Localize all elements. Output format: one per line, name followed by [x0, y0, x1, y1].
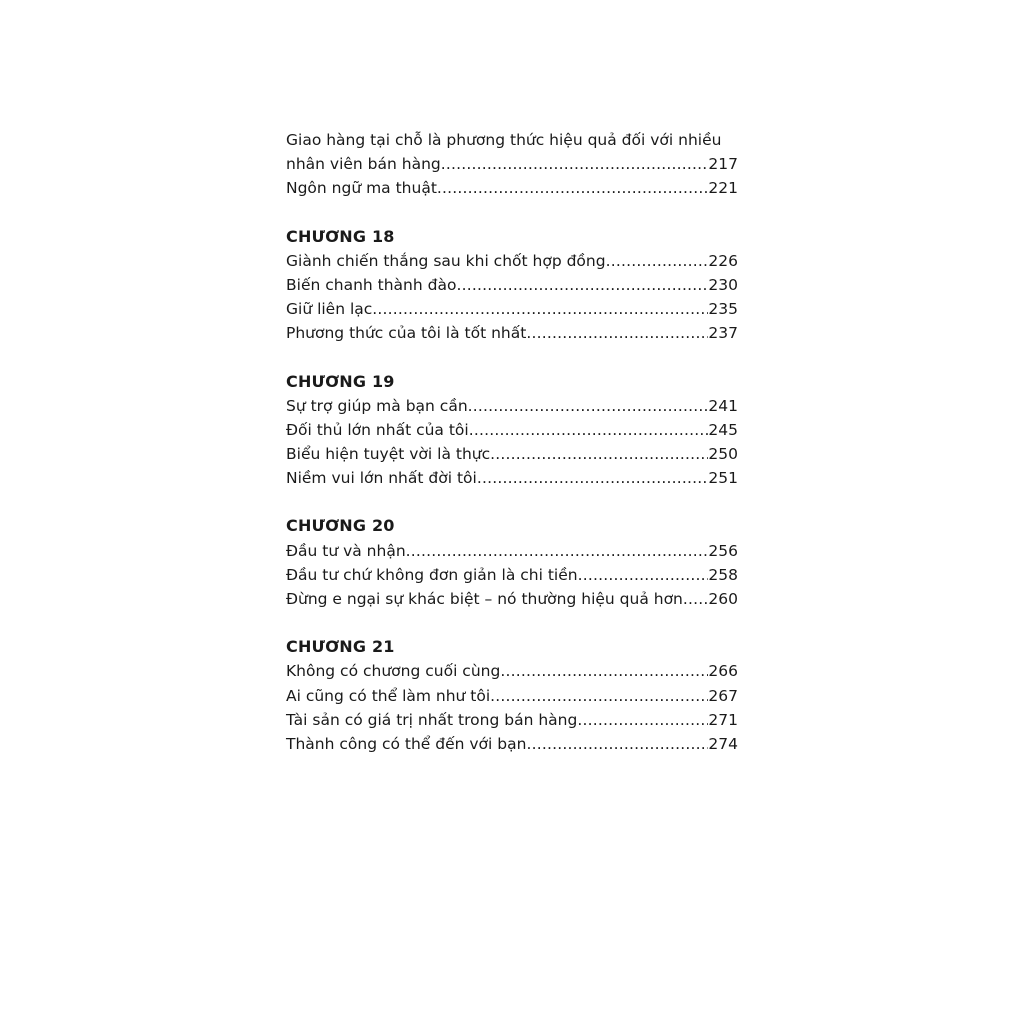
- toc-entry-page: 226: [708, 251, 738, 270]
- toc-entry[interactable]: [286, 563, 738, 587]
- toc-entry-page: 230: [708, 275, 738, 294]
- dot-leader: [437, 176, 709, 200]
- toc-entry-title: Ai cũng có thể làm như tôi: [286, 686, 491, 705]
- toc-entry-page: 258: [708, 565, 738, 584]
- toc-entry-page: 221: [708, 179, 738, 198]
- toc-entry[interactable]: [286, 587, 738, 611]
- toc-entry[interactable]: [286, 152, 738, 176]
- toc-entry-page: 266: [708, 662, 738, 681]
- dot-leader: [526, 321, 708, 345]
- toc-entry[interactable]: [286, 321, 738, 345]
- toc-entry[interactable]: [286, 659, 738, 683]
- toc-entry-title: Giữ liên lạc: [286, 300, 373, 319]
- toc-entry[interactable]: [286, 273, 738, 297]
- dot-leader: [490, 442, 708, 466]
- dot-leader: [406, 539, 709, 563]
- chapter-heading: CHƯƠNG 18: [286, 226, 395, 246]
- dot-leader: [456, 273, 708, 297]
- toc-entry[interactable]: [286, 418, 738, 442]
- dot-leader: [469, 418, 709, 442]
- dot-leader: [477, 466, 709, 490]
- toc-entry-title: Biểu hiện tuyệt vời là thực: [286, 445, 491, 464]
- dot-leader: [683, 587, 709, 611]
- toc-entry[interactable]: [286, 732, 738, 756]
- toc-entry-page: 256: [708, 541, 738, 560]
- toc-entry-page: 241: [708, 396, 738, 415]
- toc-entry-page: 245: [708, 420, 738, 439]
- toc-entry-title: nhân viên bán hàng: [286, 155, 441, 174]
- toc-entry[interactable]: [286, 249, 738, 273]
- dot-leader: [500, 659, 708, 683]
- toc-entry-title: Biến chanh thành đào: [286, 275, 457, 294]
- toc-entry-page: 260: [708, 590, 738, 608]
- toc-entry[interactable]: [286, 539, 738, 563]
- toc-entry-page: 237: [708, 324, 738, 343]
- toc-entry-title: Tài sản có giá trị nhất trong bán hàng: [286, 710, 578, 729]
- chapter-heading: CHƯƠNG 21: [286, 637, 395, 657]
- dot-leader: [441, 152, 709, 176]
- toc-entry[interactable]: [286, 684, 738, 708]
- toc-entry[interactable]: [286, 394, 738, 418]
- toc-entry-title: Sự trợ giúp mà bạn cần: [286, 396, 468, 415]
- chapter-section-21: [286, 635, 738, 756]
- toc-entry[interactable]: [286, 708, 738, 732]
- dot-leader: [490, 684, 708, 708]
- table-of-contents: [286, 128, 738, 756]
- toc-entry[interactable]: [286, 466, 738, 490]
- toc-entry-page: 274: [708, 734, 738, 753]
- toc-entry-title: Đừng e ngại sự khác biệt – nó thường hiệu quả hơn: [286, 590, 683, 608]
- toc-entry[interactable]: [286, 442, 738, 466]
- chapter-section-19: [286, 370, 738, 491]
- toc-entry-page: 267: [708, 686, 738, 705]
- toc-entry-title: Đầu tư và nhận: [286, 541, 406, 560]
- toc-entry-page: 250: [708, 445, 738, 464]
- dot-leader: [526, 732, 708, 756]
- toc-entry-title: Ngôn ngữ ma thuật: [286, 179, 437, 198]
- chapter-section-20: [286, 514, 738, 611]
- toc-entry-title: Niềm vui lớn nhất đời tôi: [286, 469, 477, 488]
- toc-entry-title: Thành công có thể đến với bạn: [286, 734, 527, 753]
- toc-entry-page: 235: [708, 300, 738, 319]
- toc-entry-page: 217: [708, 155, 738, 174]
- dot-leader: [468, 394, 709, 418]
- toc-entry-title: Không có chương cuối cùng: [286, 662, 501, 681]
- toc-entry-page: 251: [708, 469, 738, 488]
- toc-entry[interactable]: [286, 176, 738, 200]
- dot-leader: [578, 563, 709, 587]
- toc-entry-page: 271: [708, 710, 738, 729]
- chapter-section-18: [286, 225, 738, 346]
- toc-entry-title: Đối thủ lớn nhất của tôi: [286, 420, 469, 439]
- dot-leader: [606, 249, 709, 273]
- intro-section: [286, 128, 738, 201]
- toc-entry-title: Giành chiến thắng sau khi chốt hợp đồng: [286, 251, 606, 270]
- dot-leader: [577, 708, 708, 732]
- toc-entry-title: Phương thức của tôi là tốt nhất: [286, 324, 527, 343]
- chapter-heading: CHƯƠNG 20: [286, 516, 395, 536]
- toc-entry[interactable]: [286, 297, 738, 321]
- chapter-heading: CHƯƠNG 19: [286, 371, 395, 391]
- toc-entry-title: Đầu tư chứ không đơn giản là chi tiền: [286, 565, 578, 584]
- dot-leader: [372, 297, 708, 321]
- toc-entry-wrapped-line: Giao hàng tại chỗ là phương thức hiệu quả đối với nhiều: [286, 131, 722, 149]
